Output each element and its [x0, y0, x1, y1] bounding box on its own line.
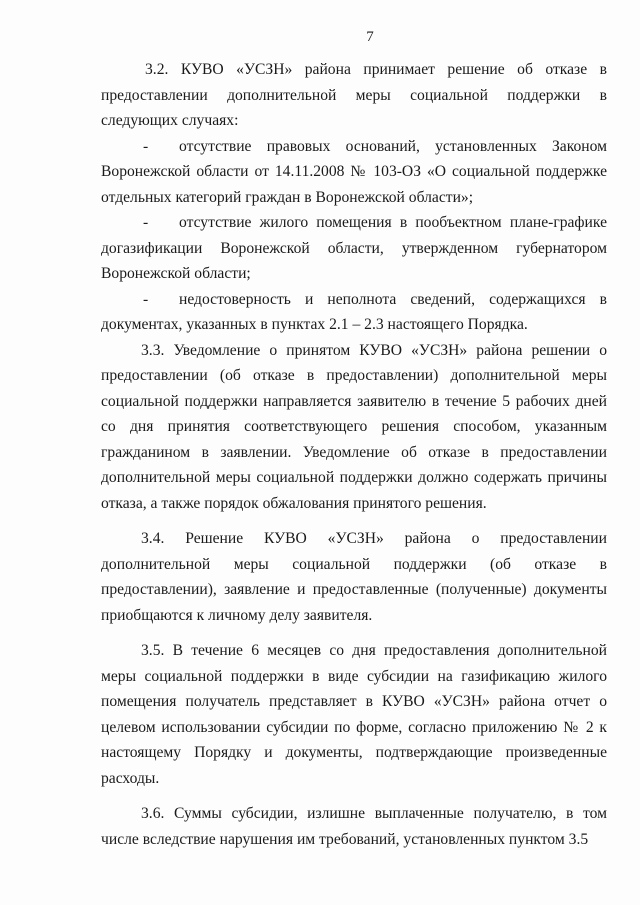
- bullet-dash: -: [143, 290, 149, 308]
- paragraph-gap: [101, 791, 607, 801]
- bullet-item-1: [101, 134, 607, 211]
- bullet-text: недостоверность и неполнота сведений, содержащихся в документах, указанных в пунктах 2.1 – 2.3 настоящего Порядка.: [101, 290, 607, 333]
- paragraph-gap: [101, 628, 607, 638]
- bullet-item-3: [101, 287, 607, 338]
- bullet-dash: -: [143, 214, 149, 231]
- paragraph-3-5: 3.5. В течение 6 месяцев со дня предоставления дополнительной меры социальной поддержки в виде субсидии на газификацию жилого помещения получатель представляет в КУВО «УСЗН» района отчет о целевом использовании субсидии по форме, согласно приложению № 2 к настоящему Порядку и документы, подтверждающие произведенные расходы.: [101, 642, 607, 787]
- bullet-text: отсутствие правовых оснований, установленных Законом Воронежской области от 14.11.2008 № 103-ОЗ «О социальной поддержке отдельных категорий граждан в Воронежской области»;: [101, 137, 607, 206]
- document-body: [101, 57, 607, 852]
- paragraph-gap: [101, 516, 607, 526]
- bullet-dash: -: [143, 137, 149, 155]
- page-number: 7: [366, 29, 374, 45]
- paragraph-3-3: 3.3. Уведомление о принятом КУВО «УСЗН» района решении о предоставлении (об отказе в предоставлении) дополнительной меры социальной поддержки направляется заявителю в течение 5 рабочих дней со дня принятия соответствующего решения способом, указанным гражданином в заявлении. Уведомление об отказе в предоставлении дополнительной меры социальной поддержки должно содержать причины отказа, а также порядок обжалования принятого решения.: [101, 341, 607, 512]
- paragraph-3-6: 3.6. Суммы субсидии, излишне выплаченные получателю, в том числе вследствие нарушения им требований, установленных пунктом 3.5: [101, 805, 607, 848]
- paragraph-3-2: 3.2. КУВО «УСЗН» района принимает решение об отказе в предоставлении дополнительной меры социальной поддержки в следующих случаях:: [101, 61, 607, 129]
- bullet-item-2: [101, 210, 607, 287]
- paragraph-3-4: 3.4. Решение КУВО «УСЗН» района о предоставлении дополнительной меры социальной поддержки (об отказе в предоставлении), заявление и предоставленные (полученные) документы приобщаются к личному делу заявителя.: [101, 530, 607, 624]
- bullet-text: отсутствие жилого помещения в пообъектном плане-графике догазификации Воронежской области, утвержденном губернатором Воронежской области;: [101, 214, 607, 282]
